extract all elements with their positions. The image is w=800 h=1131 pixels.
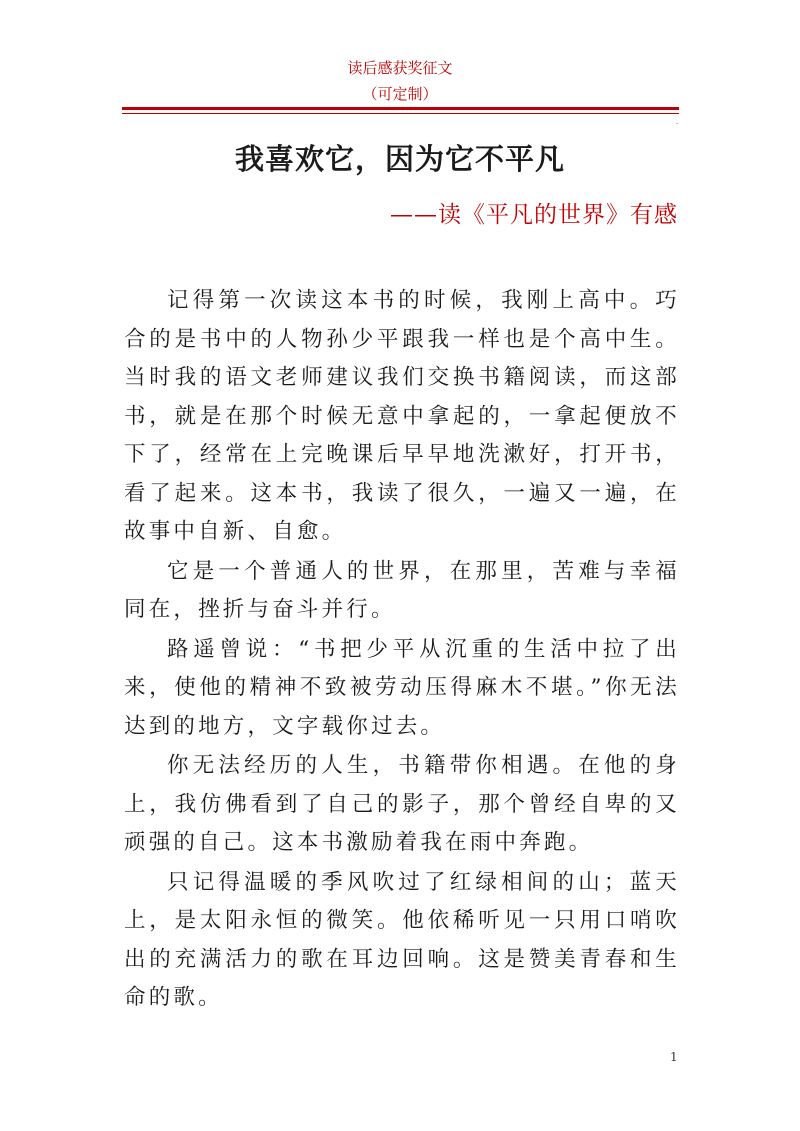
- header-rule-thin: [122, 113, 679, 114]
- article-body: [124, 282, 680, 1019]
- page-number: 1: [670, 1050, 678, 1064]
- paragraph: 你无法经历的人生，书籍带你相遇。在他的身上，我仿佛看到了自己的影子，那个曾经自卑的又顽强的自己。这本书激励着我在雨中奔跑。: [124, 753, 680, 855]
- header-title: 读后感获奖征文: [347, 59, 453, 77]
- header-dot-mark: .: [676, 118, 679, 126]
- paragraph: 只记得温暖的季风吹过了红绿相间的山；蓝天上，是太阳永恒的微笑。他依稀听见一只用口哨吹出的充满活力的歌在耳边回响。这是赞美青春和生命的歌。: [124, 869, 680, 1010]
- header-rule-thick: [122, 107, 679, 110]
- paragraph: 记得第一次读这本书的时候，我刚上高中。巧合的是书中的人物孙少平跟我一样也是个高中生。当时我的语文老师建议我们交换书籍阅读，而这部书，就是在那个时候无意中拿起的，一拿起便放不下了，经常在上完晚课后早早地洗漱好，打开书，看了起来。这本书，我读了很久，一遍又一遍，在故事中自新、自愈。: [124, 288, 680, 544]
- article-title: 我喜欢它，因为它不平凡: [234, 142, 565, 176]
- header-note: （可定制）: [362, 85, 438, 103]
- article-subtitle: ——读《平凡的世界》有感: [390, 202, 678, 228]
- document-header: [0, 55, 800, 107]
- paragraph: 它是一个普通人的世界，在那里，苦难与幸福同在，挫折与奋斗并行。: [124, 558, 680, 622]
- paragraph: 路遥曾说：“书把少平从沉重的生活中拉了出来，使他的精神不致被劳动压得麻木不堪。”你无法达到的地方，文字载你过去。: [124, 636, 680, 739]
